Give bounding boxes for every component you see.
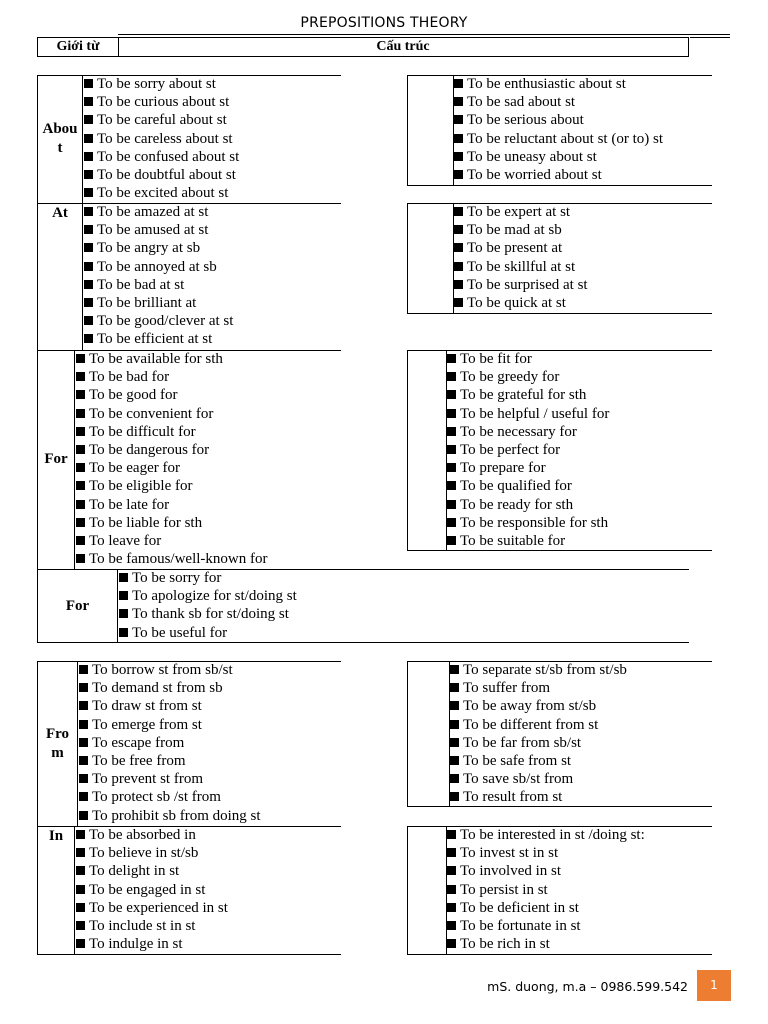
list-item-text: To be good/clever at st — [97, 313, 234, 330]
square-bullet-icon — [447, 518, 456, 527]
square-bullet-icon — [447, 921, 456, 930]
list-item-text: To be worried about st — [467, 166, 602, 183]
list-item-text: To prevent st from — [92, 771, 204, 788]
list-item — [446, 532, 609, 550]
list-item — [83, 111, 239, 129]
list-item-text: To be safe from st — [463, 752, 572, 769]
list-item — [78, 788, 261, 806]
list-item — [75, 441, 268, 459]
square-bullet-icon — [454, 207, 463, 216]
header-rule-short — [690, 37, 730, 38]
list-item — [83, 221, 233, 239]
list-item — [78, 807, 261, 825]
list-item — [78, 679, 261, 697]
list-item-text: To be brilliant at — [97, 294, 197, 311]
list-item — [446, 477, 609, 495]
list-item — [75, 459, 268, 477]
list-at-right — [453, 203, 588, 312]
header-rule — [118, 34, 730, 35]
header-preposition: Giới từ — [38, 38, 119, 56]
list-item — [75, 917, 228, 935]
list-item — [453, 166, 663, 184]
bottom-rule — [37, 642, 689, 643]
list-item — [449, 697, 627, 715]
list-about-right — [453, 75, 663, 184]
square-bullet-icon — [450, 756, 459, 765]
header-structure: Cấu trúc — [376, 39, 430, 54]
square-bullet-icon — [454, 243, 463, 252]
list-item — [83, 258, 233, 276]
list-item — [446, 350, 609, 368]
square-bullet-icon — [79, 756, 88, 765]
list-item-text: To be quick at st — [467, 294, 566, 311]
square-bullet-icon — [450, 665, 459, 674]
list-item — [446, 496, 609, 514]
square-bullet-icon — [454, 262, 463, 271]
square-bullet-icon — [450, 683, 459, 692]
list-item — [453, 203, 588, 221]
list-item-text: To prepare for — [460, 460, 546, 477]
group-label-for-2: For — [37, 569, 118, 642]
list-item — [453, 148, 663, 166]
list-item-text: To be rich in st — [460, 936, 550, 953]
list-item-text: To be responsible for sth — [460, 514, 609, 531]
list-item-text: To be perfect for — [460, 441, 561, 458]
list-item — [449, 679, 627, 697]
list-item — [83, 75, 239, 93]
list-item-text: To be bad at st — [97, 276, 185, 293]
list-item-text: To be dangerous for — [89, 441, 210, 458]
list-item-text: To be surprised at st — [467, 276, 588, 293]
list-item-text: To be qualified for — [460, 478, 572, 495]
list-item-text: To be experienced in st — [89, 899, 228, 916]
list-item-text: To protect sb /st from — [92, 789, 221, 806]
list-item-text: To be uneasy about st — [467, 148, 597, 165]
list-item-text: To be reluctant about st (or to) st — [467, 130, 663, 147]
square-bullet-icon — [447, 500, 456, 509]
group-label-at: At — [37, 203, 83, 350]
list-item-text: To demand st from sb — [92, 680, 223, 697]
list-item — [449, 661, 627, 679]
list-item-text: To be liable for sth — [89, 514, 203, 531]
list-item — [449, 770, 627, 788]
list-item — [78, 661, 261, 679]
list-item — [75, 423, 268, 441]
list-item — [78, 770, 261, 788]
square-bullet-icon — [84, 115, 93, 124]
square-bullet-icon — [447, 939, 456, 948]
square-bullet-icon — [454, 152, 463, 161]
square-bullet-icon — [79, 665, 88, 674]
list-item-text: To save sb/st from — [463, 771, 574, 788]
list-item-text: To be suitable for — [460, 532, 566, 549]
list-in-left — [75, 826, 228, 953]
list-item-text: To be skillful at st — [467, 258, 576, 275]
list-item-text: To be interested in st /doing st: — [460, 827, 645, 843]
square-bullet-icon — [454, 298, 463, 307]
square-bullet-icon — [454, 170, 463, 179]
square-bullet-icon — [84, 298, 93, 307]
list-item — [83, 239, 233, 257]
list-item-text: To involved in st — [460, 863, 562, 880]
list-at-left — [83, 203, 233, 349]
square-bullet-icon — [84, 316, 93, 325]
square-bullet-icon — [119, 628, 128, 637]
square-bullet-icon — [76, 830, 85, 839]
square-bullet-icon — [454, 134, 463, 143]
list-item — [446, 514, 609, 532]
list-item — [78, 697, 261, 715]
list-item-text: To result from st — [463, 789, 563, 806]
square-bullet-icon — [76, 445, 85, 454]
list-item — [453, 93, 663, 111]
list-item-text: To indulge in st — [89, 936, 183, 953]
list-item-text: To be difficult for — [89, 423, 196, 440]
list-item-text: To invest st in st — [460, 845, 559, 862]
group-label-in: In — [37, 826, 75, 954]
square-bullet-icon — [447, 536, 456, 545]
square-bullet-icon — [79, 701, 88, 710]
list-item-text: To separate st/sb from st/sb — [463, 662, 627, 678]
list-item — [446, 862, 645, 880]
square-bullet-icon — [76, 848, 85, 857]
square-bullet-icon — [76, 463, 85, 472]
list-item — [83, 276, 233, 294]
list-for2 — [118, 569, 297, 642]
square-bullet-icon — [76, 500, 85, 509]
square-bullet-icon — [84, 334, 93, 343]
square-bullet-icon — [447, 903, 456, 912]
square-bullet-icon — [119, 609, 128, 618]
list-item-text: To apologize for st/doing st — [132, 588, 297, 605]
footer-author: mS. duong, m.a – 0986.599.542 — [487, 979, 688, 994]
list-item-text: To be sad about st — [467, 94, 576, 111]
square-bullet-icon — [450, 774, 459, 783]
list-for-right — [446, 350, 609, 550]
square-bullet-icon — [79, 683, 88, 692]
list-item-text: To believe in st/sb — [89, 845, 199, 862]
list-item-text: To be amused at st — [97, 222, 209, 239]
list-item — [446, 441, 609, 459]
square-bullet-icon — [119, 591, 128, 600]
list-item-text: To include st in st — [89, 917, 196, 934]
page-number: 1 — [697, 970, 731, 1001]
list-item-text: To be grateful for sth — [460, 387, 587, 404]
list-item-text: To thank sb for st/doing st — [132, 606, 289, 623]
square-bullet-icon — [447, 463, 456, 472]
list-item-text: To be excited about st — [97, 185, 229, 202]
square-bullet-icon — [447, 354, 456, 363]
list-item-text: To be mad at sb — [467, 222, 562, 239]
list-item-text: To be bad for — [89, 369, 170, 386]
list-item — [453, 239, 588, 257]
list-item-text: To be greedy for — [460, 369, 560, 386]
list-item — [118, 605, 297, 623]
square-bullet-icon — [450, 720, 459, 729]
list-item — [446, 405, 609, 423]
list-item-text: To be useful for — [132, 624, 228, 641]
list-item — [75, 532, 268, 550]
list-item — [446, 459, 609, 477]
list-item-text: To be expert at st — [467, 204, 571, 220]
square-bullet-icon — [84, 170, 93, 179]
list-item — [449, 752, 627, 770]
square-bullet-icon — [84, 262, 93, 271]
list-item-text: To be absorbed in — [89, 827, 196, 843]
list-item — [83, 203, 233, 221]
list-item-text: To be fortunate in st — [460, 917, 581, 934]
list-item — [449, 788, 627, 806]
list-item-text: To be careful about st — [97, 112, 227, 129]
list-item-text: To be confused about st — [97, 148, 240, 165]
square-bullet-icon — [76, 372, 85, 381]
list-in-right — [446, 826, 645, 953]
square-bullet-icon — [447, 445, 456, 454]
square-bullet-icon — [84, 280, 93, 289]
list-item — [118, 624, 297, 642]
square-bullet-icon — [79, 720, 88, 729]
list-item-text: To be ready for sth — [460, 496, 574, 513]
list-item-text: To be present at — [467, 240, 563, 257]
list-item — [446, 881, 645, 899]
list-item-text: To be late for — [89, 496, 170, 513]
list-item — [446, 844, 645, 862]
square-bullet-icon — [450, 701, 459, 710]
square-bullet-icon — [76, 866, 85, 875]
list-item-text: To be convenient for — [89, 405, 214, 422]
list-item-text: To be curious about st — [97, 94, 230, 111]
square-bullet-icon — [447, 390, 456, 399]
list-item — [75, 368, 268, 386]
list-item-text: To be famous/well-known for — [89, 551, 268, 568]
square-bullet-icon — [79, 774, 88, 783]
list-item — [83, 166, 239, 184]
list-item — [75, 935, 228, 953]
square-bullet-icon — [76, 885, 85, 894]
list-item-text: To be enthusiastic about st — [467, 76, 626, 92]
list-item — [75, 881, 228, 899]
list-item — [78, 752, 261, 770]
square-bullet-icon — [84, 225, 93, 234]
list-item-text: To be serious about — [467, 112, 584, 129]
list-item — [75, 862, 228, 880]
list-item-text: To be good for — [89, 387, 178, 404]
list-item — [118, 569, 297, 587]
table-header — [37, 37, 689, 57]
list-item-text: To be deficient in st — [460, 899, 579, 916]
square-bullet-icon — [76, 939, 85, 948]
list-item — [446, 826, 645, 844]
list-item — [446, 917, 645, 935]
list-item-text: To be fit for — [460, 351, 532, 367]
list-item — [75, 496, 268, 514]
list-item — [453, 294, 588, 312]
square-bullet-icon — [76, 354, 85, 363]
square-bullet-icon — [447, 830, 456, 839]
list-item-text: To be eager for — [89, 460, 180, 477]
list-item-text: To be careless about st — [97, 130, 233, 147]
list-item — [83, 312, 233, 330]
list-item-text: To prohibit sb from doing st — [92, 807, 261, 824]
square-bullet-icon — [447, 848, 456, 857]
list-item-text: To be different from st — [463, 716, 599, 733]
square-bullet-icon — [447, 885, 456, 894]
list-item — [75, 550, 268, 568]
list-item-text: To be helpful / useful for — [460, 405, 610, 422]
list-item — [453, 221, 588, 239]
square-bullet-icon — [454, 115, 463, 124]
list-item-text: To escape from — [92, 734, 185, 751]
list-item-text: To be necessary for — [460, 423, 577, 440]
list-item — [453, 75, 663, 93]
list-item-text: To leave for — [89, 532, 162, 549]
list-item — [446, 386, 609, 404]
square-bullet-icon — [84, 188, 93, 197]
list-item-text: To be engaged in st — [89, 881, 206, 898]
group-label-from: Fro m — [37, 661, 78, 826]
square-bullet-icon — [76, 536, 85, 545]
list-item — [75, 514, 268, 532]
list-item — [83, 148, 239, 166]
square-bullet-icon — [76, 481, 85, 490]
list-item — [449, 734, 627, 752]
list-item — [75, 826, 228, 844]
square-bullet-icon — [76, 409, 85, 418]
list-from-right — [449, 661, 627, 807]
square-bullet-icon — [447, 372, 456, 381]
square-bullet-icon — [84, 97, 93, 106]
square-bullet-icon — [76, 903, 85, 912]
list-item — [453, 130, 663, 148]
list-item — [446, 423, 609, 441]
square-bullet-icon — [450, 792, 459, 801]
square-bullet-icon — [76, 390, 85, 399]
list-item — [83, 330, 233, 348]
square-bullet-icon — [84, 79, 93, 88]
list-item — [453, 258, 588, 276]
square-bullet-icon — [76, 427, 85, 436]
list-item — [75, 350, 268, 368]
list-from-left — [78, 661, 261, 825]
bottom-rule — [37, 954, 341, 955]
list-item — [83, 93, 239, 111]
list-item-text: To be eligible for — [89, 478, 193, 495]
square-bullet-icon — [447, 481, 456, 490]
list-item — [83, 184, 239, 202]
list-item-text: To borrow st from sb/st — [92, 662, 233, 678]
square-bullet-icon — [76, 554, 85, 563]
list-item — [449, 716, 627, 734]
square-bullet-icon — [79, 792, 88, 801]
square-bullet-icon — [79, 811, 88, 820]
list-item-text: To be free from — [92, 752, 186, 769]
list-item — [446, 899, 645, 917]
square-bullet-icon — [454, 280, 463, 289]
square-bullet-icon — [447, 866, 456, 875]
square-bullet-icon — [84, 243, 93, 252]
square-bullet-icon — [84, 134, 93, 143]
list-item — [83, 130, 239, 148]
square-bullet-icon — [450, 738, 459, 747]
list-item-text: To persist in st — [460, 881, 548, 898]
list-item-text: To draw st from st — [92, 698, 202, 715]
square-bullet-icon — [84, 207, 93, 216]
group-label-for: For — [37, 350, 75, 569]
page-title: PREPOSITIONS THEORY — [300, 15, 468, 31]
list-item-text: To emerge from st — [92, 716, 202, 733]
square-bullet-icon — [454, 225, 463, 234]
list-item — [453, 276, 588, 294]
list-item-text: To be annoyed at sb — [97, 258, 217, 275]
list-item — [75, 477, 268, 495]
list-item — [118, 587, 297, 605]
list-item-text: To delight in st — [89, 863, 180, 880]
square-bullet-icon — [79, 738, 88, 747]
list-item-text: To be far from sb/st — [463, 734, 582, 751]
square-bullet-icon — [454, 97, 463, 106]
list-item — [75, 405, 268, 423]
list-item-text: To be amazed at st — [97, 204, 209, 220]
list-about-left — [83, 75, 239, 202]
square-bullet-icon — [447, 427, 456, 436]
square-bullet-icon — [76, 518, 85, 527]
list-for-left — [75, 350, 268, 568]
list-item — [75, 844, 228, 862]
list-item-text: To be sorry for — [132, 570, 222, 586]
square-bullet-icon — [76, 921, 85, 930]
list-item — [75, 386, 268, 404]
square-bullet-icon — [84, 152, 93, 161]
list-item — [78, 716, 261, 734]
list-item-text: To be sorry about st — [97, 76, 216, 92]
group-label-about: Abou t — [37, 75, 83, 203]
square-bullet-icon — [119, 573, 128, 582]
list-item-text: To be efficient at st — [97, 331, 213, 348]
square-bullet-icon — [454, 79, 463, 88]
list-item-text: To be doubtful about st — [97, 166, 236, 183]
list-item-text: To be angry at sb — [97, 240, 201, 257]
list-item-text: To be away from st/sb — [463, 698, 597, 715]
list-item — [75, 899, 228, 917]
list-item-text: To be available for sth — [89, 351, 223, 367]
list-item — [83, 294, 233, 312]
square-bullet-icon — [447, 409, 456, 418]
list-item — [78, 734, 261, 752]
list-item — [446, 368, 609, 386]
list-item — [453, 111, 663, 129]
list-item — [446, 935, 645, 953]
list-item-text: To suffer from — [463, 680, 550, 697]
